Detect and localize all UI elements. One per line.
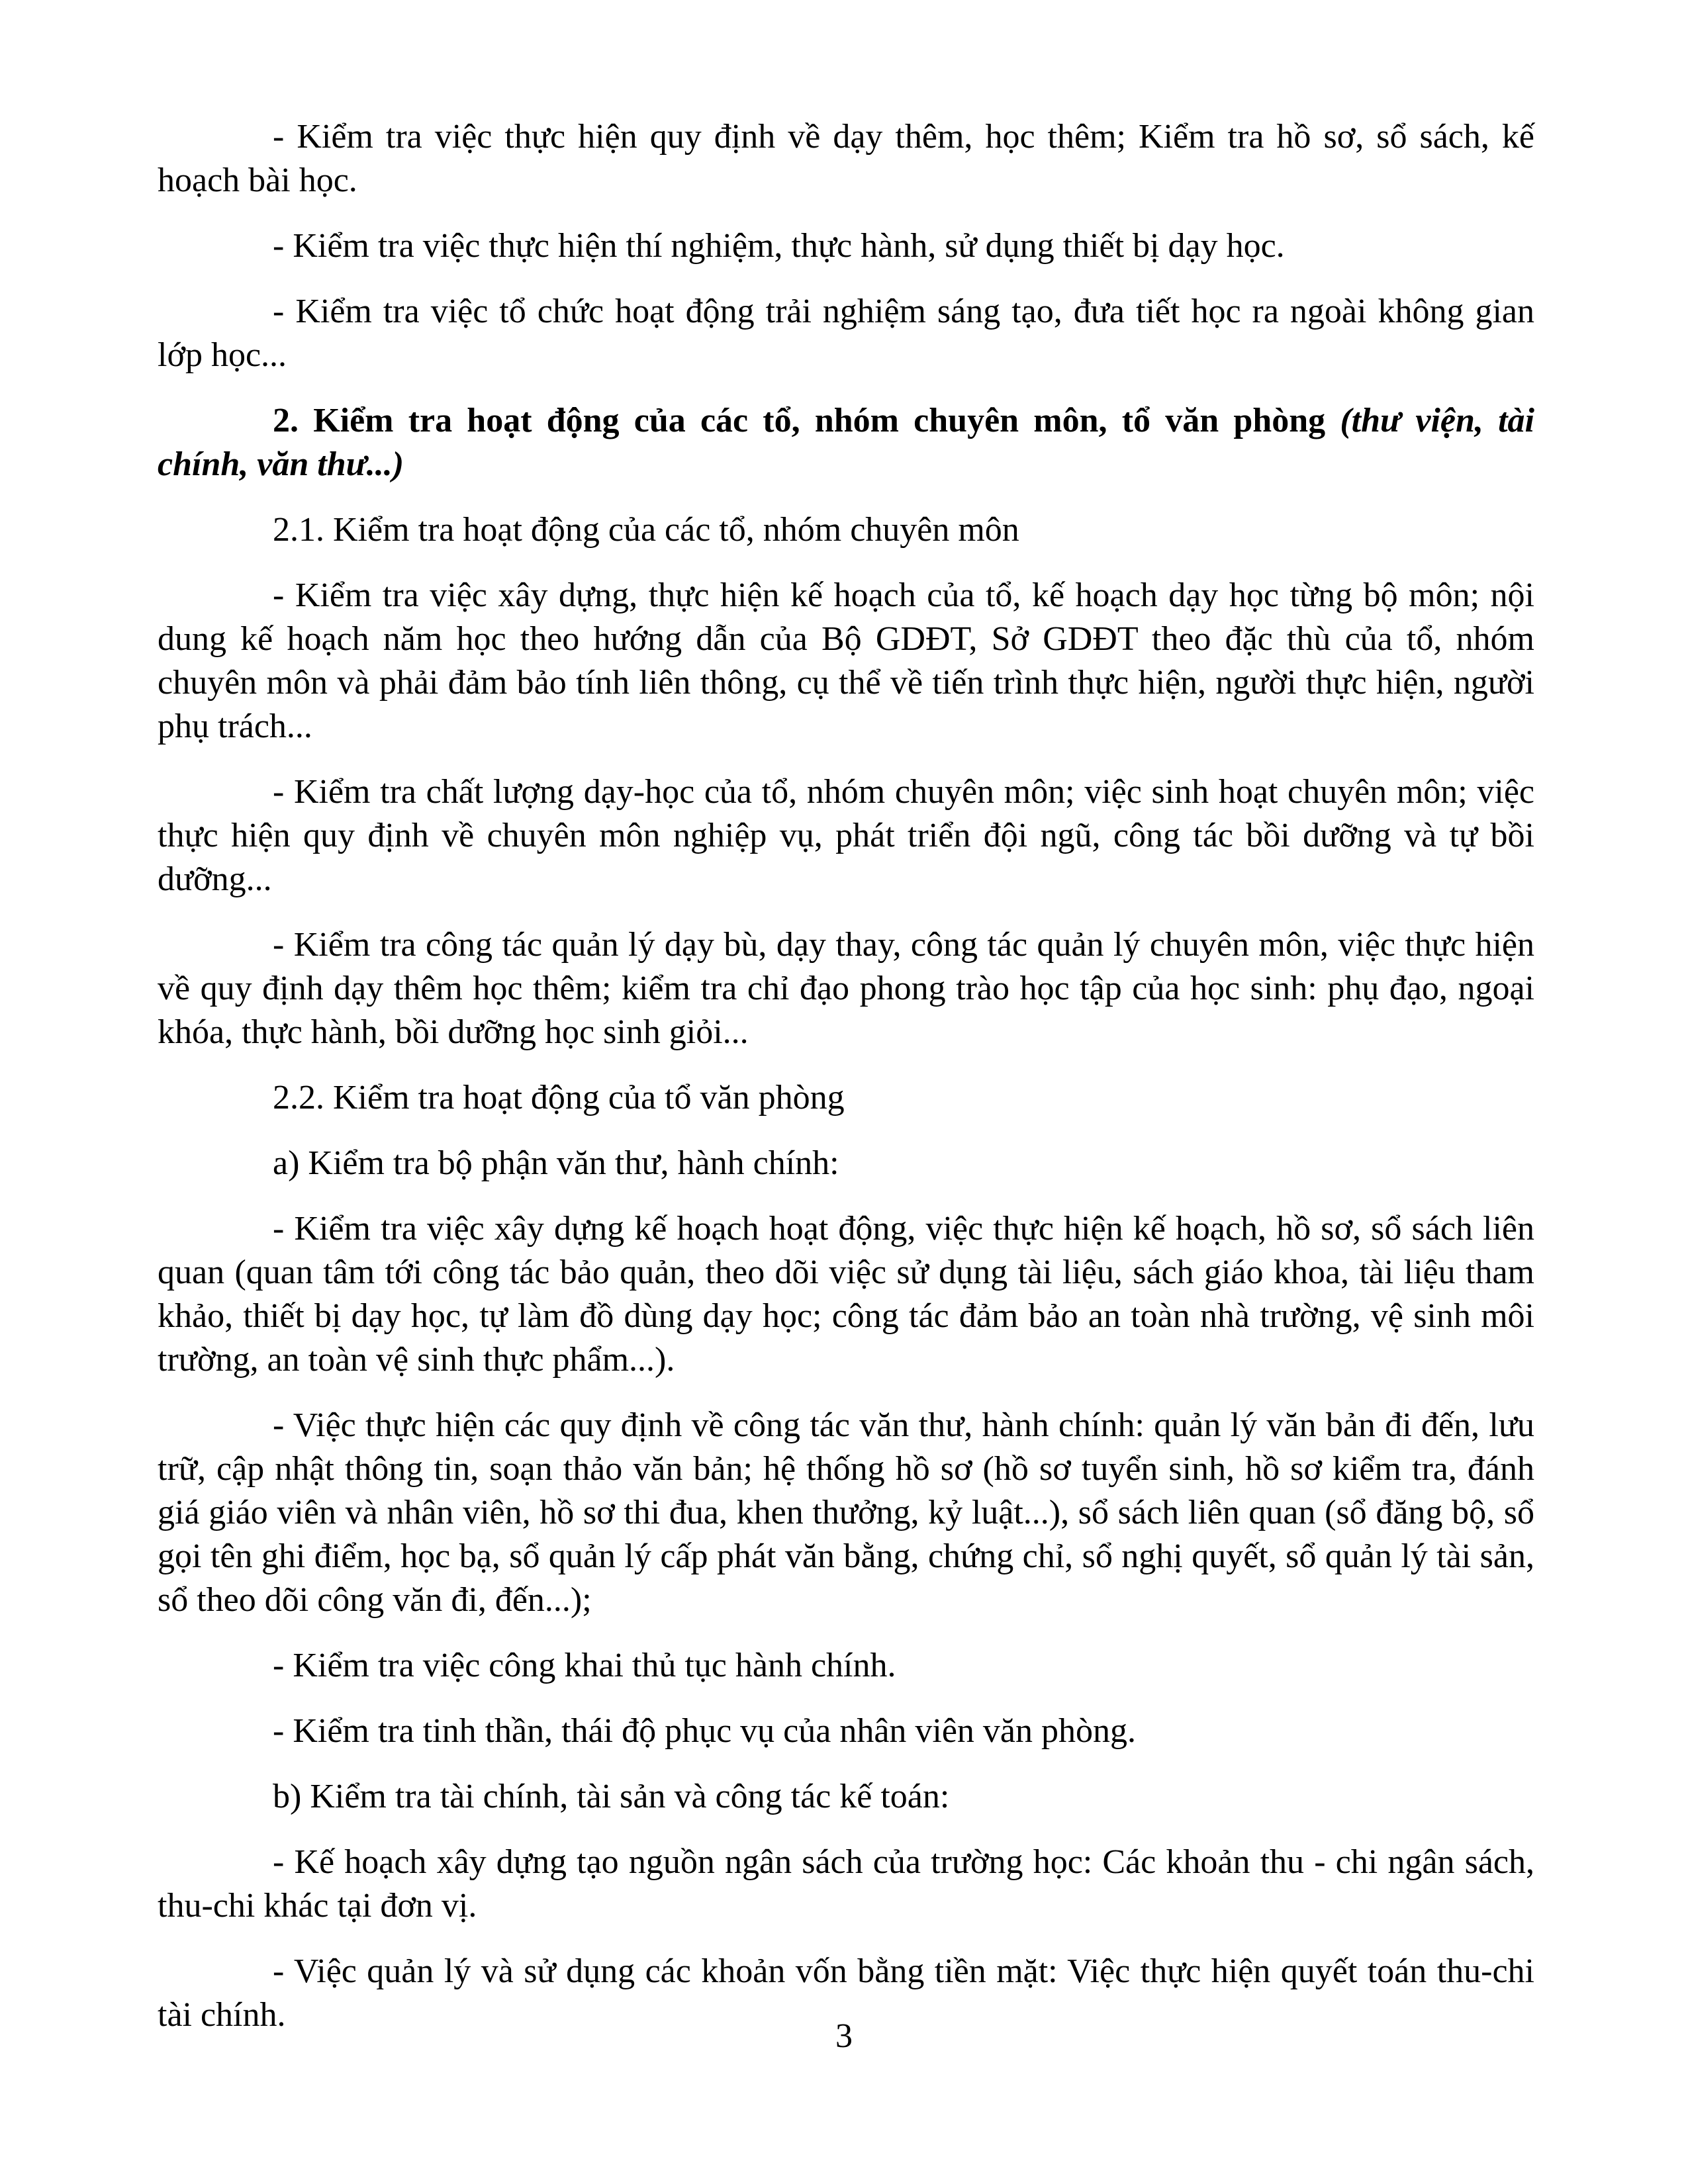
paragraph-experiment-check: - Kiểm tra việc thực hiện thí nghiệm, thực hành, sử dụng thiết bị dạy học. <box>273 227 1285 265</box>
part-a-item: - Kiểm tra việc công khai thủ tục hành chính. <box>273 1647 896 1684</box>
part-b-item: - Việc quản lý và sử dụng các khoản vốn bằng tiền mặt: Việc thực hiện quyết toán thu-chi tài chính. <box>158 1952 1534 2034</box>
paragraph-tutoring-check: - Kiểm tra việc thực hiện quy định về dạy thêm, học thêm; Kiểm tra hồ sơ, sổ sách, kế hoạch bài học. <box>158 118 1534 199</box>
subsection-2-1-item: - Kiểm tra công tác quản lý dạy bù, dạy thay, công tác quản lý chuyên môn, việc thực hiện về quy định dạy thêm học thêm; kiểm tra chỉ đạo phong trào học tập của học sinh: phụ đạo, ngoại khóa, thực hành, bồi dưỡng học sinh giỏi... <box>158 926 1534 1051</box>
section-heading-2-bold: 2. Kiểm tra hoạt động của các tổ, nhóm chuyên môn, tổ văn phòng <box>273 402 1340 439</box>
subsection-title-2-2: 2.2. Kiểm tra hoạt động của tổ văn phòng <box>273 1079 845 1116</box>
part-b-item: - Kế hoạch xây dựng tạo nguồn ngân sách của trường học: Các khoản thu - chi ngân sách, thu-chi khác tại đơn vị. <box>158 1843 1534 1925</box>
part-a-item: - Việc thực hiện các quy định về công tác văn thư, hành chính: quản lý văn bản đi đến, lưu trữ, cập nhật thông tin, soạn thảo văn bản; hệ thống hồ sơ (hồ sơ tuyển sinh, hồ sơ kiểm tra, đánh giá giáo viên và nhân viên, hồ sơ thi đua, khen thưởng, kỷ luật...), sổ sách liên quan (sổ đăng bộ, sổ gọi tên ghi điểm, học bạ, sổ quản lý cấp phát văn bằng, chứng chỉ, sổ nghị quyết, sổ quản lý tài sản, sổ theo dõi công văn đi, đến...); <box>158 1406 1534 1619</box>
document-page <box>158 115 1534 2059</box>
section-heading-2-italic: (thư viện, tài chính, văn thư...) <box>158 402 1534 483</box>
section-heading-2 <box>158 399 1534 486</box>
paragraph-experiential-activity-check: - Kiểm tra việc tổ chức hoạt động trải nghiệm sáng tạo, đưa tiết học ra ngoài không gian lớp học... <box>158 293 1534 374</box>
subsection-title-2-1: 2.1. Kiểm tra hoạt động của các tổ, nhóm chuyên môn <box>273 511 1019 549</box>
part-a-item: - Kiểm tra tinh thần, thái độ phục vụ của nhân viên văn phòng. <box>273 1712 1137 1750</box>
page-number: 3 <box>835 2017 853 2055</box>
part-a-title: a) Kiểm tra bộ phận văn thư, hành chính: <box>273 1144 839 1182</box>
part-b-title: b) Kiểm tra tài chính, tài sản và công tác kế toán: <box>273 1778 950 1815</box>
subsection-2-1-item: - Kiểm tra việc xây dựng, thực hiện kế hoạch của tổ, kế hoạch dạy học từng bộ môn; nội dung kế hoạch năm học theo hướng dẫn của Bộ GDĐT, Sở GDĐT theo đặc thù của tổ, nhóm chuyên môn và phải đảm bảo tính liên thông, cụ thể về tiến trình thực hiện, người thực hiện, người phụ trách... <box>158 576 1534 745</box>
subsection-2-1-item: - Kiểm tra chất lượng dạy-học của tổ, nhóm chuyên môn; việc sinh hoạt chuyên môn; việc thực hiện quy định về chuyên môn nghiệp vụ, phát triển đội ngũ, công tác bồi dưỡng và tự bồi dưỡng... <box>158 773 1534 898</box>
part-a-item: - Kiểm tra việc xây dựng kế hoạch hoạt động, việc thực hiện kế hoạch, hồ sơ, sổ sách liên quan (quan tâm tới công tác bảo quản, theo dõi việc sử dụng tài liệu, sách giáo khoa, tài liệu tham khảo, thiết bị dạy học, tự làm đồ dùng dạy học; công tác đảm bảo an toàn nhà trường, vệ sinh môi trường, an toàn vệ sinh thực phẩm...). <box>158 1210 1534 1379</box>
